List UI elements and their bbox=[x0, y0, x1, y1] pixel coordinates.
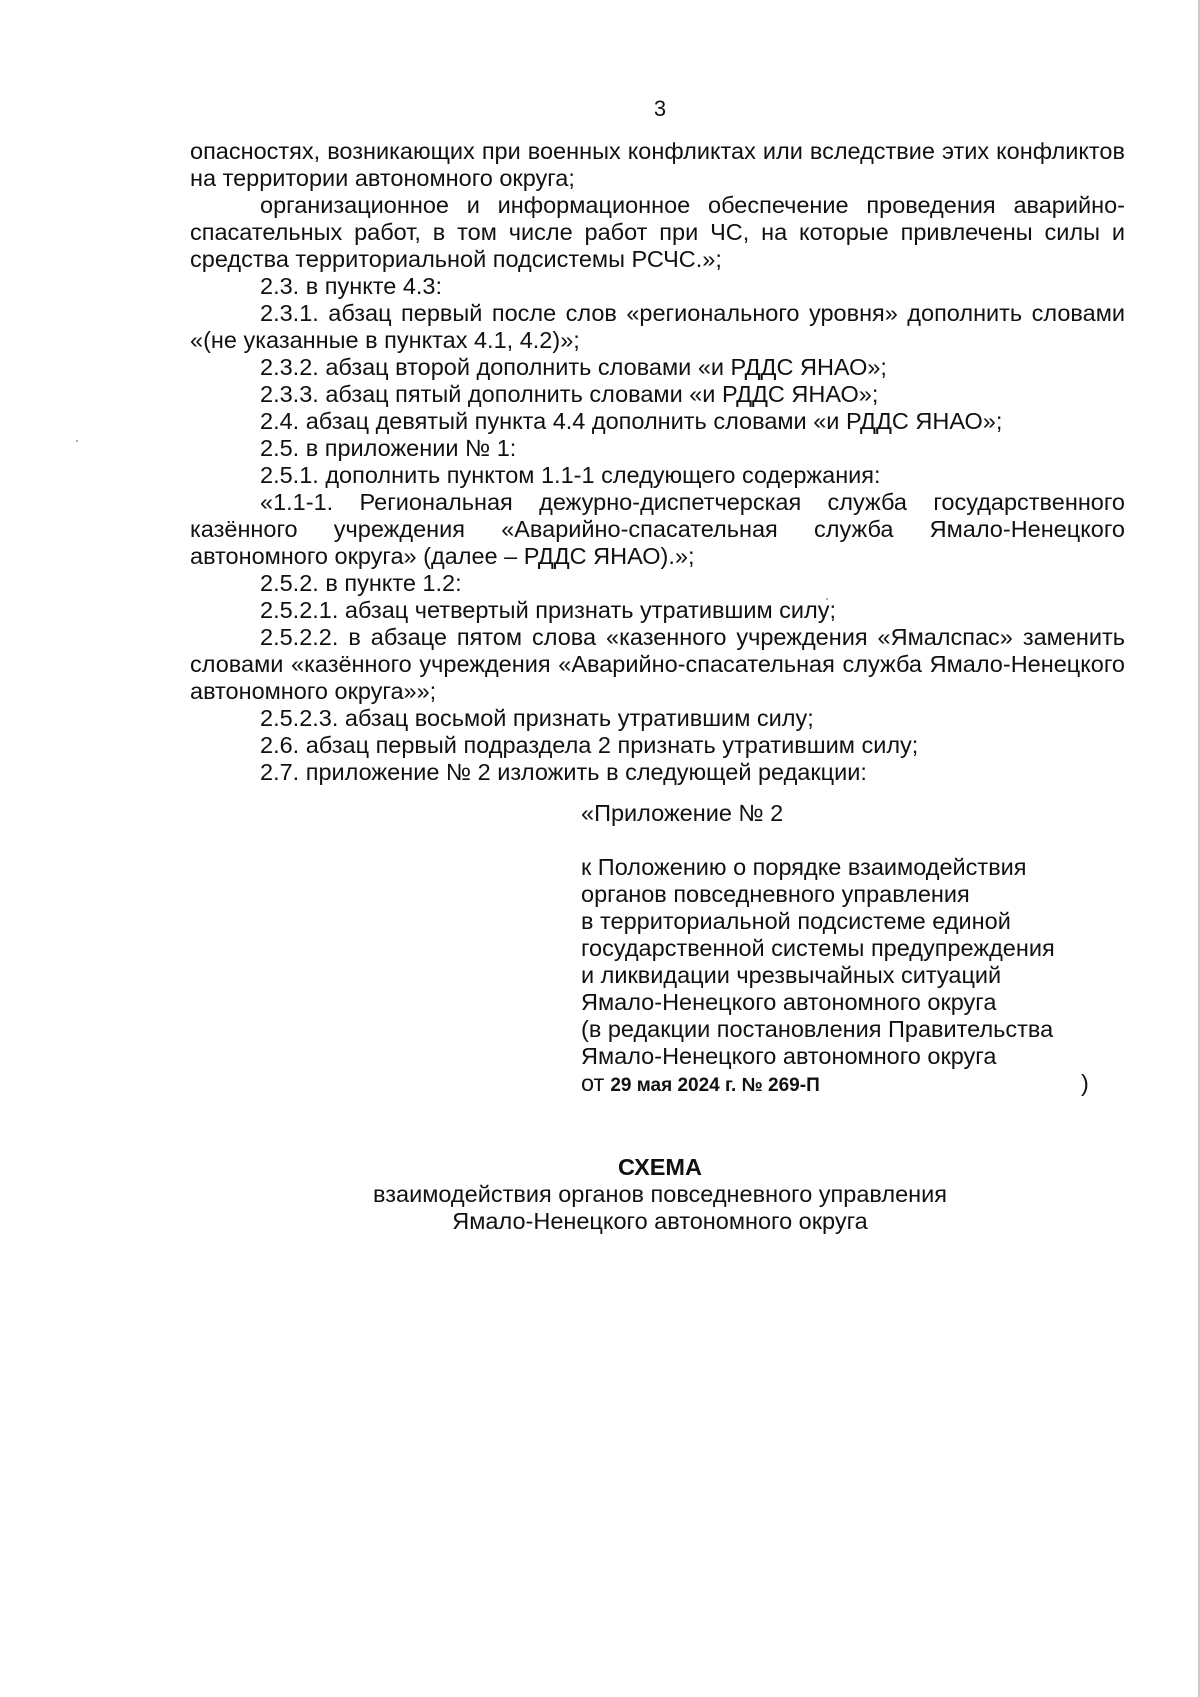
paragraph: организационное и информационное обеспечение проведения аварийно-спасательных работ, в том числе работ при ЧС, на которые привлечены силы и средства территориальной подсистемы РСЧС.»; bbox=[190, 192, 1125, 272]
scan-speck bbox=[76, 440, 78, 442]
appendix-title: «Приложение № 2 bbox=[581, 800, 784, 826]
paragraph: 2.5. в приложении № 1: bbox=[260, 435, 517, 461]
paragraph: 2.3.3. абзац пятый дополнить словами «и РДДС ЯНАО»; bbox=[260, 381, 879, 407]
resolution-date-number: 29 мая 2024 г. № 269-П bbox=[610, 1075, 820, 1096]
paragraph: 2.3.1. абзац первый после слов «регионального уровня» дополнить словами «(не указанные в пунктах 4.1, 4.2)»; bbox=[190, 300, 1125, 353]
appendix-line: к Положению о порядке взаимодействия bbox=[581, 854, 1027, 880]
paragraph: 2.3. в пункте 4.3: bbox=[260, 273, 443, 299]
scheme-subtitle: Ямало-Ненецкого автономного округа bbox=[452, 1208, 868, 1234]
appendix-line: в территориальной подсистеме единой bbox=[581, 908, 1011, 934]
paragraph: 2.5.2.3. абзац восьмой признать утратившим силу; bbox=[260, 705, 814, 731]
scheme-heading bbox=[0, 1154, 1200, 1235]
paragraph: 2.7. приложение № 2 изложить в следующей редакции: bbox=[260, 759, 867, 785]
appendix-line: органов повседневного управления bbox=[581, 881, 970, 907]
scheme-subtitle: взаимодействия органов повседневного управления bbox=[373, 1181, 947, 1207]
paragraph: 2.4. абзац девятый пункта 4.4 дополнить словами «и РДДС ЯНАО»; bbox=[260, 408, 1003, 434]
appendix-line: Ямало-Ненецкого автономного округа bbox=[581, 989, 997, 1015]
appendix-date-line bbox=[581, 1070, 1101, 1099]
scheme-title: СХЕМА bbox=[618, 1154, 702, 1180]
paragraph: 2.5.2.2. в абзаце пятом слова «казенного учреждения «Ямалспас» заменить словами «казённого учреждения «Аварийно-спасательная служба Ямало-Ненецкого автономного округа»»; bbox=[190, 624, 1125, 704]
appendix-line: государственной системы предупреждения bbox=[581, 935, 1055, 961]
appendix-block bbox=[581, 800, 1101, 1099]
page-number: 3 bbox=[653, 96, 667, 121]
appendix-line: (в редакции постановления Правительства bbox=[581, 1016, 1054, 1042]
date-prefix: от bbox=[581, 1070, 605, 1096]
paragraph: опасностях, возникающих при военных конфликтах или вследствие этих конфликтов на территории автономного округа; bbox=[190, 138, 1125, 191]
paragraph: 2.5.2.1. абзац четвертый признать утратившим силу; bbox=[260, 597, 837, 623]
paragraph: 2.3.2. абзац второй дополнить словами «и РДДС ЯНАО»; bbox=[260, 354, 887, 380]
paragraph: 2.5.1. дополнить пунктом 1.1-1 следующего содержания: bbox=[260, 462, 881, 488]
appendix-line: Ямало-Ненецкого автономного округа bbox=[581, 1043, 997, 1069]
paragraph: 2.6. абзац первый подраздела 2 признать утратившим силу; bbox=[260, 732, 919, 758]
paragraph: 2.5.2. в пункте 1.2: bbox=[260, 570, 462, 596]
document-body bbox=[190, 138, 1125, 786]
appendix-line: и ликвидации чрезвычайных ситуаций bbox=[581, 962, 1002, 988]
closing-parenthesis: ) bbox=[1081, 1070, 1089, 1096]
paragraph: «1.1-1. Региональная дежурно-диспетчерская служба государственного казённого учреждения «Аварийно-спасательная служба Ямало-Ненецкого автономного округа» (далее – РДДС ЯНАО).»; bbox=[190, 489, 1125, 569]
